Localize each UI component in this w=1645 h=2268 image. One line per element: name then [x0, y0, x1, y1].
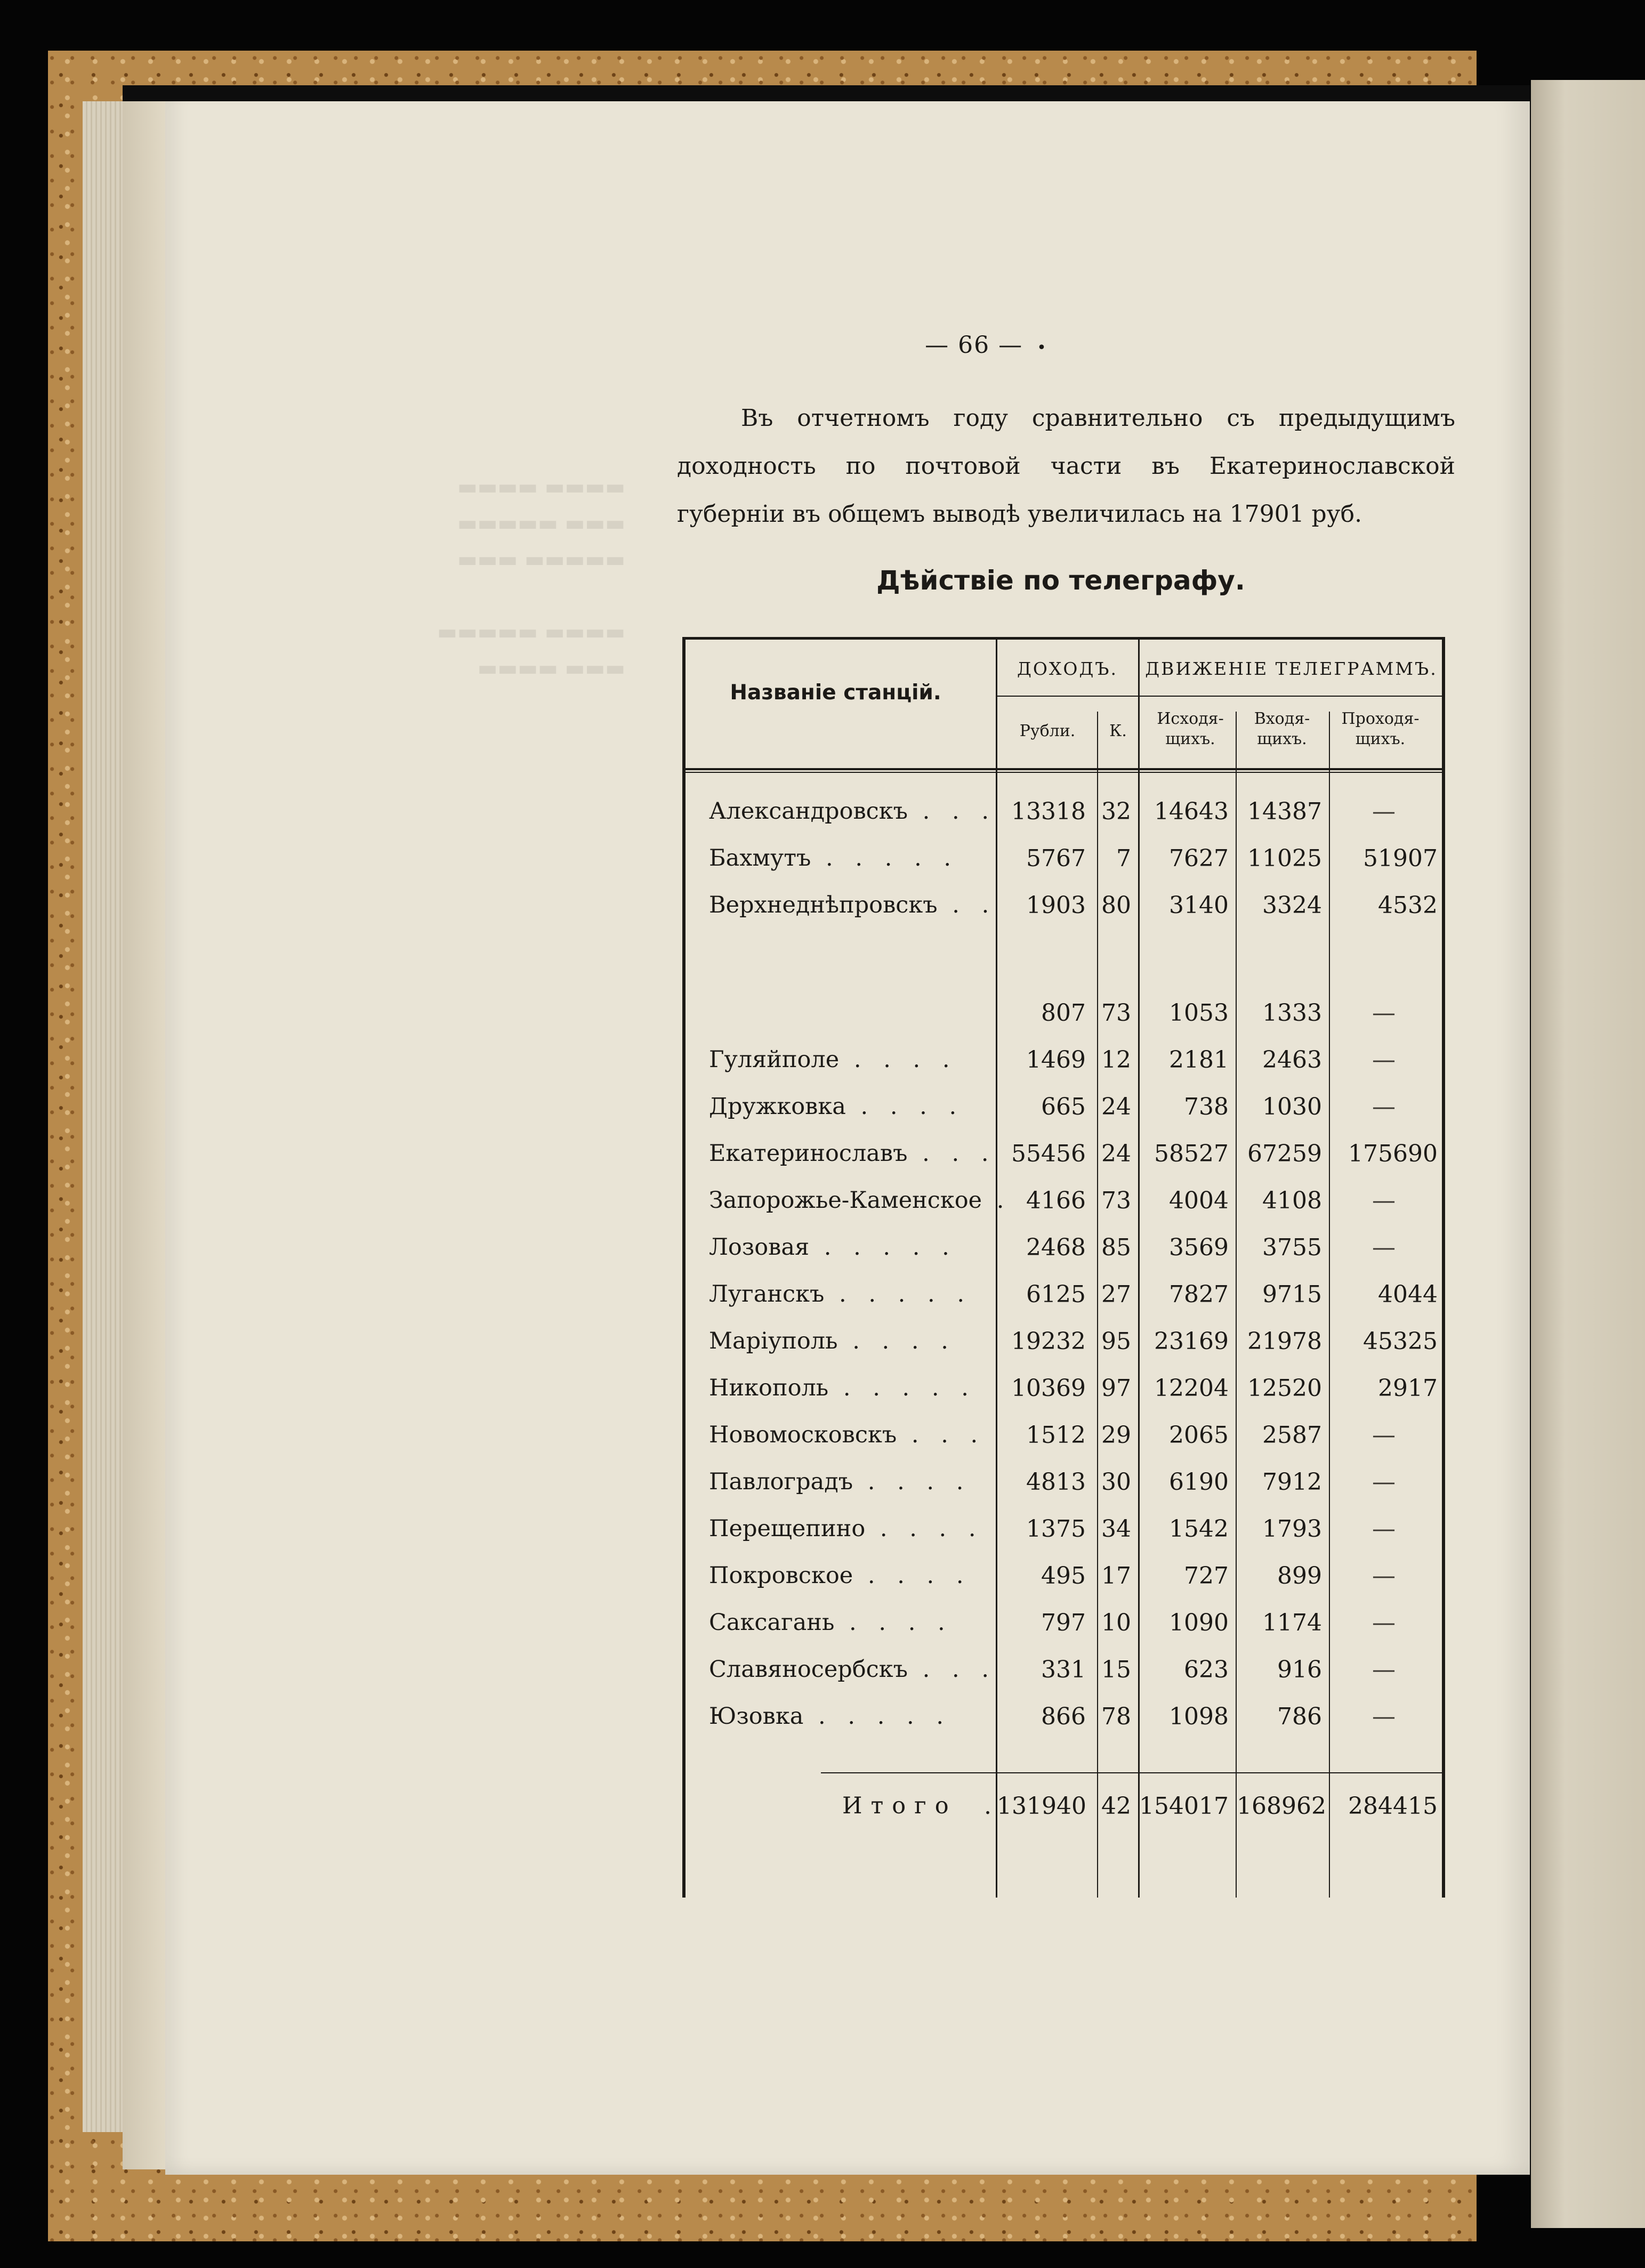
cell-transit: 175690	[1348, 1140, 1438, 1167]
cell-in: 899	[1277, 1562, 1322, 1589]
station-name-text: Луганскъ	[709, 1281, 825, 1307]
cell-kop: 30	[1101, 1468, 1131, 1496]
cell-transit: —	[1372, 1703, 1396, 1730]
cell-kop: 24	[1101, 1093, 1131, 1120]
cell-in: 2587	[1262, 1422, 1322, 1449]
cell-out: 1098	[1169, 1703, 1229, 1730]
cell-out: 6190	[1169, 1468, 1229, 1496]
leader-dots: . . . .	[853, 1562, 971, 1589]
cell-in: 2463	[1262, 1046, 1322, 1074]
cell-kop: 85	[1101, 1234, 1131, 1261]
cell-transit: —	[1372, 999, 1396, 1027]
cell-rub: 1375	[1026, 1515, 1086, 1543]
table-rule-group	[996, 696, 1445, 697]
cell-out: 1053	[1169, 999, 1229, 1027]
cell-rub: 55456	[1011, 1140, 1086, 1167]
cell-in: 11025	[1247, 845, 1322, 872]
leader-dots: . .	[937, 892, 997, 918]
cell-in: 67259	[1247, 1140, 1322, 1167]
cell-rub: 495	[1041, 1562, 1086, 1589]
station-name-text: Славяносербскъ	[709, 1656, 908, 1683]
leader-dots: . . . . .	[811, 845, 959, 871]
cell-rub: 4813	[1026, 1468, 1086, 1496]
cell-kop: 17	[1101, 1562, 1131, 1589]
header-income: ДОХОДЪ.	[1017, 658, 1118, 679]
cell-in: 1333	[1262, 999, 1322, 1027]
cell-transit: —	[1372, 1234, 1396, 1261]
cell-in: 1030	[1262, 1093, 1322, 1120]
cell-kop: 73	[1101, 999, 1131, 1027]
cell-out: 738	[1184, 1093, 1229, 1120]
leader-dots: . . . .	[853, 1468, 971, 1495]
cell-out: 7627	[1169, 845, 1229, 872]
station-name	[709, 1609, 997, 1636]
section-heading: Дѣйствіе по телеграфу.	[876, 565, 1245, 596]
cell-kop: 24	[1101, 1140, 1131, 1167]
cell-in: 12520	[1247, 1375, 1322, 1402]
cell-out: 58527	[1154, 1140, 1229, 1167]
total-out: 154017	[1139, 1793, 1229, 1820]
station-name	[709, 1422, 997, 1448]
station-name-text: Павлоградъ	[709, 1468, 853, 1495]
station-name-text: Маріуполь	[709, 1328, 838, 1354]
leader-dots: . . . . .	[824, 1281, 972, 1307]
leader-dots: . . . .	[865, 1515, 983, 1542]
station-name-text: Лозовая	[709, 1234, 810, 1261]
cell-out: 12204	[1154, 1375, 1229, 1402]
cell-transit: 4532	[1378, 892, 1438, 919]
intro-paragraph	[677, 394, 1455, 538]
cell-kop: 7	[1116, 845, 1131, 872]
station-name	[709, 1328, 997, 1354]
cell-rub: 807	[1041, 999, 1086, 1027]
bleed-through-texture: ▬▬▬▬ ▬▬▬▬ ▬▬▬ ▬▬▬▬▬ ▬▬▬▬▬ ▬▬▬ ▬▬▬▬ ▬▬▬▬▬ ▬▬▬ ▬▬▬▬	[437, 475, 625, 681]
cell-out: 14643	[1154, 798, 1229, 825]
telegraph-table	[682, 637, 1445, 1898]
leader-dots: . . .	[908, 1656, 997, 1683]
intro-text: Въ отчетномъ году сравнительно съ предыдущимъ доходность по почтовой части въ Екатеринославской губерніи въ общемъ выводѣ увеличилась на 17901 руб.	[677, 405, 1455, 528]
header-rubles: Рубли.	[1019, 722, 1076, 740]
cell-kop: 80	[1101, 892, 1131, 919]
cell-in: 9715	[1262, 1281, 1322, 1308]
cell-kop: 12	[1101, 1046, 1131, 1074]
cell-transit: —	[1372, 1468, 1396, 1496]
leader-dots: . . . . .	[828, 1375, 976, 1401]
table-rule-total	[821, 1772, 1445, 1773]
cell-rub: 2468	[1026, 1234, 1086, 1261]
cell-kop: 73	[1101, 1187, 1131, 1214]
station-name-text: Покровское	[709, 1562, 853, 1589]
cell-transit: 4044	[1378, 1281, 1438, 1308]
cell-transit: —	[1372, 1046, 1396, 1074]
cell-rub: 6125	[1026, 1281, 1086, 1308]
total-in: 168962	[1237, 1793, 1326, 1820]
cell-in: 3324	[1262, 892, 1322, 919]
cell-rub: 1469	[1026, 1046, 1086, 1074]
total-kop: 42	[1101, 1793, 1131, 1820]
cell-kop: 34	[1101, 1515, 1131, 1543]
leader-dots: . . .	[907, 1140, 996, 1167]
station-name	[709, 892, 997, 918]
total-transit: 284415	[1348, 1793, 1438, 1820]
cell-kop: 95	[1101, 1328, 1131, 1355]
cell-in: 1793	[1262, 1515, 1322, 1543]
station-name-text: Александровскъ	[709, 798, 908, 825]
page-number: — 66 — •	[925, 332, 1047, 359]
table-rule-header2	[682, 772, 1445, 773]
station-name-text: Верхнеднѣпровскъ	[709, 892, 938, 918]
cell-out: 4004	[1169, 1187, 1229, 1214]
cell-out: 2181	[1169, 1046, 1229, 1074]
leader-dots: . . . .	[837, 1328, 956, 1354]
station-name-text: Бахмутъ	[709, 845, 811, 871]
leader-dots: . . . .	[845, 1093, 964, 1120]
cell-rub: 331	[1041, 1656, 1086, 1683]
cell-kop: 78	[1101, 1703, 1131, 1730]
station-name	[709, 1187, 1012, 1214]
cell-out: 623	[1184, 1656, 1229, 1683]
cell-in: 14387	[1247, 798, 1322, 825]
header-kopecks: К.	[1109, 722, 1127, 740]
table-rule-vertical	[682, 637, 686, 1898]
cell-transit: 2917	[1378, 1375, 1438, 1402]
cell-transit: —	[1372, 798, 1396, 825]
station-name-text: Саксагань	[709, 1609, 835, 1636]
station-name-text: Дружковка	[709, 1093, 846, 1120]
cell-rub: 1512	[1026, 1422, 1086, 1449]
station-name-text: Перещепино	[709, 1515, 866, 1542]
cell-out: 3569	[1169, 1234, 1229, 1261]
header-transit: Проходя- щихъ.	[1341, 709, 1420, 748]
station-name	[709, 1468, 997, 1495]
total-label: Итого	[842, 1793, 957, 1819]
station-name	[709, 1140, 997, 1167]
leader-dots: . . . . .	[809, 1234, 957, 1261]
cell-in: 7912	[1262, 1468, 1322, 1496]
cell-transit: —	[1372, 1656, 1396, 1683]
cell-kop: 15	[1101, 1656, 1131, 1683]
station-name	[709, 1703, 997, 1730]
table-rule-vertical	[1442, 637, 1445, 1898]
cell-in: 21978	[1247, 1328, 1322, 1355]
cell-rub: 665	[1041, 1093, 1086, 1120]
total-dots: .	[984, 1793, 991, 1820]
station-name	[709, 1093, 997, 1120]
cell-transit: —	[1372, 1187, 1396, 1214]
cell-transit: 45325	[1363, 1328, 1438, 1355]
cell-out: 727	[1184, 1562, 1229, 1589]
cell-rub: 1903	[1026, 892, 1086, 919]
cell-rub: 13318	[1011, 798, 1086, 825]
page-top-edge	[123, 85, 1530, 101]
leader-dots: . . .	[908, 798, 997, 825]
station-name	[709, 1656, 997, 1683]
cell-in: 916	[1277, 1656, 1322, 1683]
cell-transit: 51907	[1363, 845, 1438, 872]
station-name	[709, 1046, 997, 1073]
station-name	[709, 798, 997, 825]
cell-in: 4108	[1262, 1187, 1322, 1214]
cell-kop: 10	[1101, 1609, 1131, 1636]
header-outgoing: Исходя- щихъ.	[1157, 709, 1224, 748]
cell-rub: 797	[1041, 1609, 1086, 1636]
cell-transit: —	[1372, 1093, 1396, 1120]
station-name-text: Новомосковскъ	[709, 1422, 897, 1448]
station-name	[709, 1515, 997, 1542]
cell-rub: 866	[1041, 1703, 1086, 1730]
cell-in: 786	[1277, 1703, 1322, 1730]
cell-out: 23169	[1154, 1328, 1229, 1355]
cell-out: 2065	[1169, 1422, 1229, 1449]
cell-transit: —	[1372, 1422, 1396, 1449]
cell-out: 3140	[1169, 892, 1229, 919]
cell-rub: 10369	[1011, 1375, 1086, 1402]
cell-kop: 29	[1101, 1422, 1131, 1449]
cell-transit: —	[1372, 1515, 1396, 1543]
station-name-text: Юзовка	[709, 1703, 804, 1730]
station-name-text: Гуляйполе	[709, 1046, 840, 1073]
cell-in: 3755	[1262, 1234, 1322, 1261]
leader-dots: .	[982, 1187, 1012, 1214]
leader-dots: . . . .	[839, 1046, 957, 1073]
cell-out: 7827	[1169, 1281, 1229, 1308]
station-name-text: Екатеринославъ	[709, 1140, 908, 1167]
leader-dots: . . . .	[834, 1609, 953, 1636]
facing-page-edge	[1531, 80, 1645, 2228]
station-name	[709, 1562, 997, 1589]
leader-dots: . . .	[897, 1422, 986, 1448]
cell-out: 1090	[1169, 1609, 1229, 1636]
leader-dots: . . . . .	[803, 1703, 951, 1730]
station-name	[709, 1234, 997, 1261]
cell-transit: —	[1372, 1562, 1396, 1589]
station-name	[709, 1281, 997, 1307]
cell-kop: 97	[1101, 1375, 1131, 1402]
header-telegram-movement: ДВИЖЕНІЕ ТЕЛЕГРАММЪ.	[1145, 658, 1438, 679]
total-rub: 131940	[997, 1793, 1086, 1820]
station-name-text: Никополь	[709, 1375, 829, 1401]
cell-rub: 19232	[1011, 1328, 1086, 1355]
table-rule-top	[682, 637, 1445, 640]
header-incoming: Входя- щихъ.	[1254, 709, 1310, 748]
station-name	[709, 1375, 997, 1401]
cell-kop: 27	[1101, 1281, 1131, 1308]
cell-transit: —	[1372, 1609, 1396, 1636]
table-rule-header	[682, 768, 1445, 770]
cell-rub: 5767	[1026, 845, 1086, 872]
cell-out: 1542	[1169, 1515, 1229, 1543]
cell-rub: 4166	[1026, 1187, 1086, 1214]
station-name-text: Запорожье-Каменское	[709, 1187, 982, 1214]
cell-in: 1174	[1262, 1609, 1322, 1636]
header-station-name: Названіе станцій.	[730, 681, 941, 705]
cell-kop: 32	[1101, 798, 1131, 825]
station-name	[709, 845, 997, 871]
